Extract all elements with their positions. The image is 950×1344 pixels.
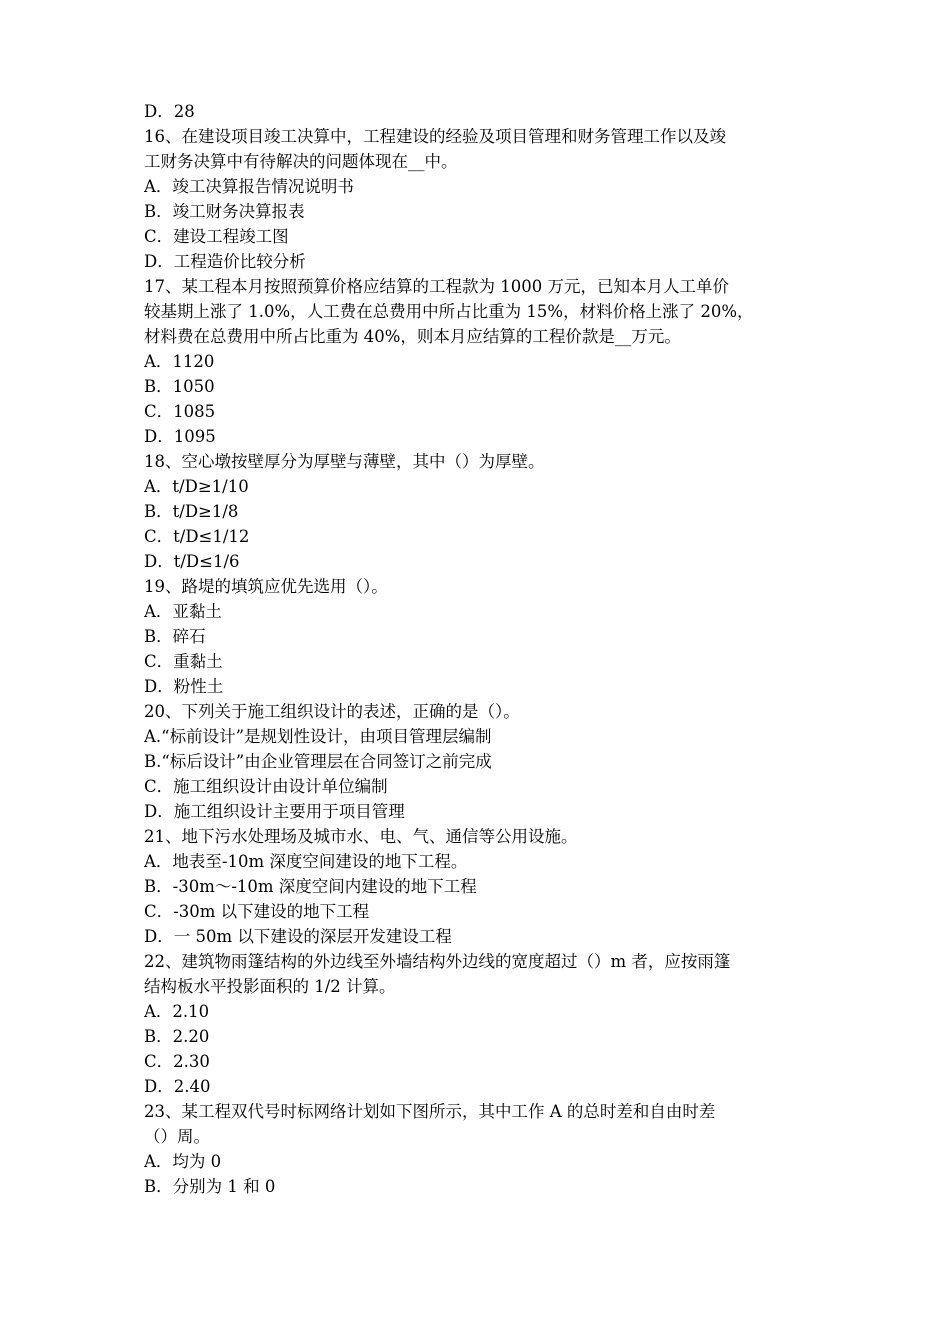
text-line: 结构板水平投影面积的 1/2 计算。 xyxy=(144,977,396,996)
text-line: A．2.10 xyxy=(144,1002,210,1021)
text-line: B．竣工财务决算报表 xyxy=(144,202,305,221)
text-line: 材料费在总费用中所占比重为 40%，则本月应结算的工程价款是__万元。 xyxy=(144,327,681,346)
text-line: B．2.20 xyxy=(144,1027,210,1046)
document-page xyxy=(144,99,812,1199)
text-line: 18、空心墩按壁厚分为厚壁与薄壁，其中（）为厚壁。 xyxy=(144,452,545,471)
text-line: A．地表至-10m 深度空间建设的地下工程。 xyxy=(144,852,468,871)
text-line: B．分别为 1 和 0 xyxy=(144,1177,276,1196)
text-line: D．一 50m 以下建设的深层开发建设工程 xyxy=(144,927,452,946)
text-line: B.“标后设计”由企业管理层在合同签订之前完成 xyxy=(144,752,492,771)
text-line: B．1050 xyxy=(144,377,215,396)
text-line: C．2.30 xyxy=(144,1052,210,1071)
text-line: C．建设工程竣工图 xyxy=(144,227,289,246)
text-line: D．t/D≤1/6 xyxy=(144,552,240,571)
text-line: C．-30m 以下建设的地下工程 xyxy=(144,902,370,921)
text-line: A．1120 xyxy=(144,352,215,371)
text-line: 20、下列关于施工组织设计的表述，正确的是（）。 xyxy=(144,702,520,721)
text-line: D．工程造价比较分析 xyxy=(144,252,306,271)
text-line: （）周。 xyxy=(144,1127,210,1146)
text-line: B．t/D≥1/8 xyxy=(144,502,239,521)
text-line: 22、建筑物雨篷结构的外边线至外墙结构外边线的宽度超过（）m 者，应按雨篷 xyxy=(144,952,731,971)
text-line: 17、某工程本月按照预算价格应结算的工程款为 1000 万元，已知本月人工单价 xyxy=(144,277,729,296)
text-line: 23、某工程双代号时标网络计划如下图所示，其中工作 A 的总时差和自由时差 xyxy=(144,1102,716,1121)
text-line: D．2.40 xyxy=(144,1077,211,1096)
text-line: C．1085 xyxy=(144,402,216,421)
text-line: C．重黏土 xyxy=(144,652,223,671)
text-line: 21、地下污水处理场及城市水、电、气、通信等公用设施。 xyxy=(144,827,578,846)
text-line: 工财务决算中有待解决的问题体现在__中。 xyxy=(144,152,458,171)
text-line: 较基期上涨了 1.0%，人工费在总费用中所占比重为 15%，材料价格上涨了 20%， xyxy=(144,302,754,321)
text-line: D．粉性土 xyxy=(144,677,224,696)
text-line: 16、在建设项目竣工决算中，工程建设的经验及项目管理和财务管理工作以及竣 xyxy=(144,127,726,146)
text-line: A．均为 0 xyxy=(144,1152,222,1171)
text-line: B．-30m～-10m 深度空间内建设的地下工程 xyxy=(144,877,477,896)
text-line: 19、路堤的填筑应优先选用（）。 xyxy=(144,577,388,596)
text-line: A．竣工决算报告情况说明书 xyxy=(144,177,354,196)
text-line: D．28 xyxy=(144,102,195,121)
text-line: C．t/D≤1/12 xyxy=(144,527,250,546)
text-line: C．施工组织设计由设计单位编制 xyxy=(144,777,388,796)
text-line: A．t/D≥1/10 xyxy=(144,477,249,496)
text-line: B．碎石 xyxy=(144,627,206,646)
text-line: A．亚黏土 xyxy=(144,602,222,621)
text-line: A.“标前设计”是规划性设计，由项目管理层编制 xyxy=(144,727,492,746)
text-line: D．施工组织设计主要用于项目管理 xyxy=(144,802,405,821)
text-line: D．1095 xyxy=(144,427,216,446)
